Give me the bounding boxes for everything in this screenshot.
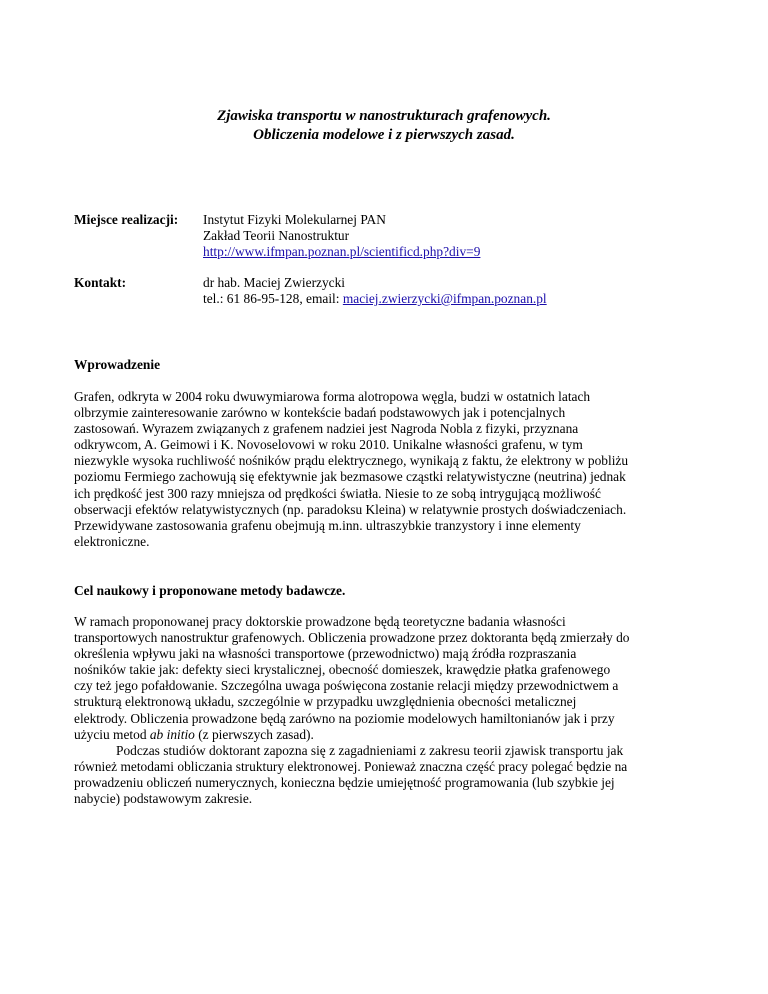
location-block [203, 212, 480, 260]
intro-line: niezwykle wysoka ruchliwość nośników prądu elektrycznego, wynikają z faktu, że elektrony w pobliżu [74, 453, 629, 469]
title-line-2: Obliczenia modelowe i z pierwszych zasad. [253, 127, 515, 143]
institute-name: Instytut Fizyki Molekularnej PAN [203, 212, 386, 227]
intro-line: ich prędkość jest 300 razy mniejsza od prędkości światła. Niesie to ze sobą intrygującą możliwość [74, 485, 601, 501]
intro-paragraph [74, 389, 704, 550]
intro-line: obserwacji efektów relatywistycznych (np. paradoksu Kleina) w relatywnie prostych doświadczeniach. [74, 501, 627, 517]
goals-line: transportowych nanostruktur grafenowych. Obliczenia prowadzone przez doktoranta będą zmierzały do [74, 630, 630, 646]
goals-heading: Cel naukowy i proponowane metody badawcze. [74, 583, 346, 598]
contact-name: dr hab. Maciej Zwierzycki [203, 275, 346, 290]
goals-line: nabycie) podstawowym zakresie. [74, 791, 253, 807]
department-name: Zakład Teorii Nanostruktur [203, 228, 350, 243]
goals-line: W ramach proponowanej pracy doktorskie prowadzone będą teoretyczne badania własności [74, 614, 566, 629]
contact-phone-line [203, 291, 547, 307]
institute-link[interactable]: http://www.ifmpan.poznan.pl/scientificd.php?div=9 [203, 244, 481, 259]
intro-heading: Wprowadzenie [74, 357, 161, 372]
goals-line: strukturą elektronową układu, szczególnie w przypadku uwzględnienia obecności metalicznej [74, 694, 577, 710]
goals-line: elektrody. Obliczenia prowadzone będą zarówno na poziomie modelowych hamiltonianów jak i przy [74, 710, 615, 726]
intro-line: odkrywcom, A. Geimowi i K. Novoselovowi w roku 2010. Unikalne własności grafenu, w tym [74, 437, 583, 453]
intro-line: poziomu Fermiego zachowują się efektywnie jak bezmasowe cząstki relatywistyczne (neutrina) jednak [74, 469, 626, 485]
title-line-1: Zjawiska transportu w nanostrukturach grafenowych. [217, 108, 551, 124]
goals-paragraph [74, 614, 704, 807]
location-label: Miejsce realizacji: [74, 212, 179, 227]
document-title [0, 107, 768, 145]
intro-line: zastosowań. Wyrazem związanych z grafenem nadziei jest Nagroda Nobla z fizyki, przyznana [74, 421, 579, 437]
goals-last-suffix: (z pierwszych zasad). [194, 726, 314, 742]
intro-line: elektroniczne. [74, 533, 150, 549]
goals-line: również metodami obliczania struktury elektronowej. Ponieważ znaczna część pracy polegać będzie na [74, 758, 628, 774]
contact-block [203, 275, 547, 307]
contact-phone: tel.: 61 86-95-128, email: [203, 291, 343, 306]
goals-last-prefix: użyciu metod [74, 726, 150, 742]
intro-line: olbrzymie zainteresowanie zarówno w kontekście badań podstawowych jak i potencjalnych [74, 405, 566, 421]
goals-line: czy też jego pofałdowanie. Szczególna uwaga poświęcona zostanie relacji między przewodnictwem a [74, 678, 619, 694]
goals-line: określenia wpływu jaki na własności transportowe (przewodnictwo) mają źródła rozpraszania [74, 646, 577, 662]
goals-line: prowadzeniu obliczeń numerycznych, konieczna będzie umiejętność programowania (lub szybkie jej [74, 774, 615, 790]
contact-label: Kontakt: [74, 275, 127, 290]
contact-email-link[interactable]: maciej.zwierzycki@ifmpan.poznan.pl [342, 291, 547, 306]
intro-line: Przewidywane zastosowania grafenu obejmują m.inn. ultraszybkie tranzystory i inne elementy [74, 517, 581, 533]
goals-line: nośników takie jak: defekty sieci krystalicznej, obecność domieszek, krawędzie płatka grafenowego [74, 662, 611, 678]
intro-line: Grafen, odkryta w 2004 roku dwuwymiarowa forma alotropowa węgla, budzi w ostatnich latach [74, 389, 591, 404]
goals-line [74, 727, 704, 743]
goals-ab-initio: ab initio [149, 726, 195, 742]
goals-line: Podczas studiów doktorant zapozna się z zagadnieniami z zakresu teorii zjawisk transportu jak [116, 742, 624, 758]
